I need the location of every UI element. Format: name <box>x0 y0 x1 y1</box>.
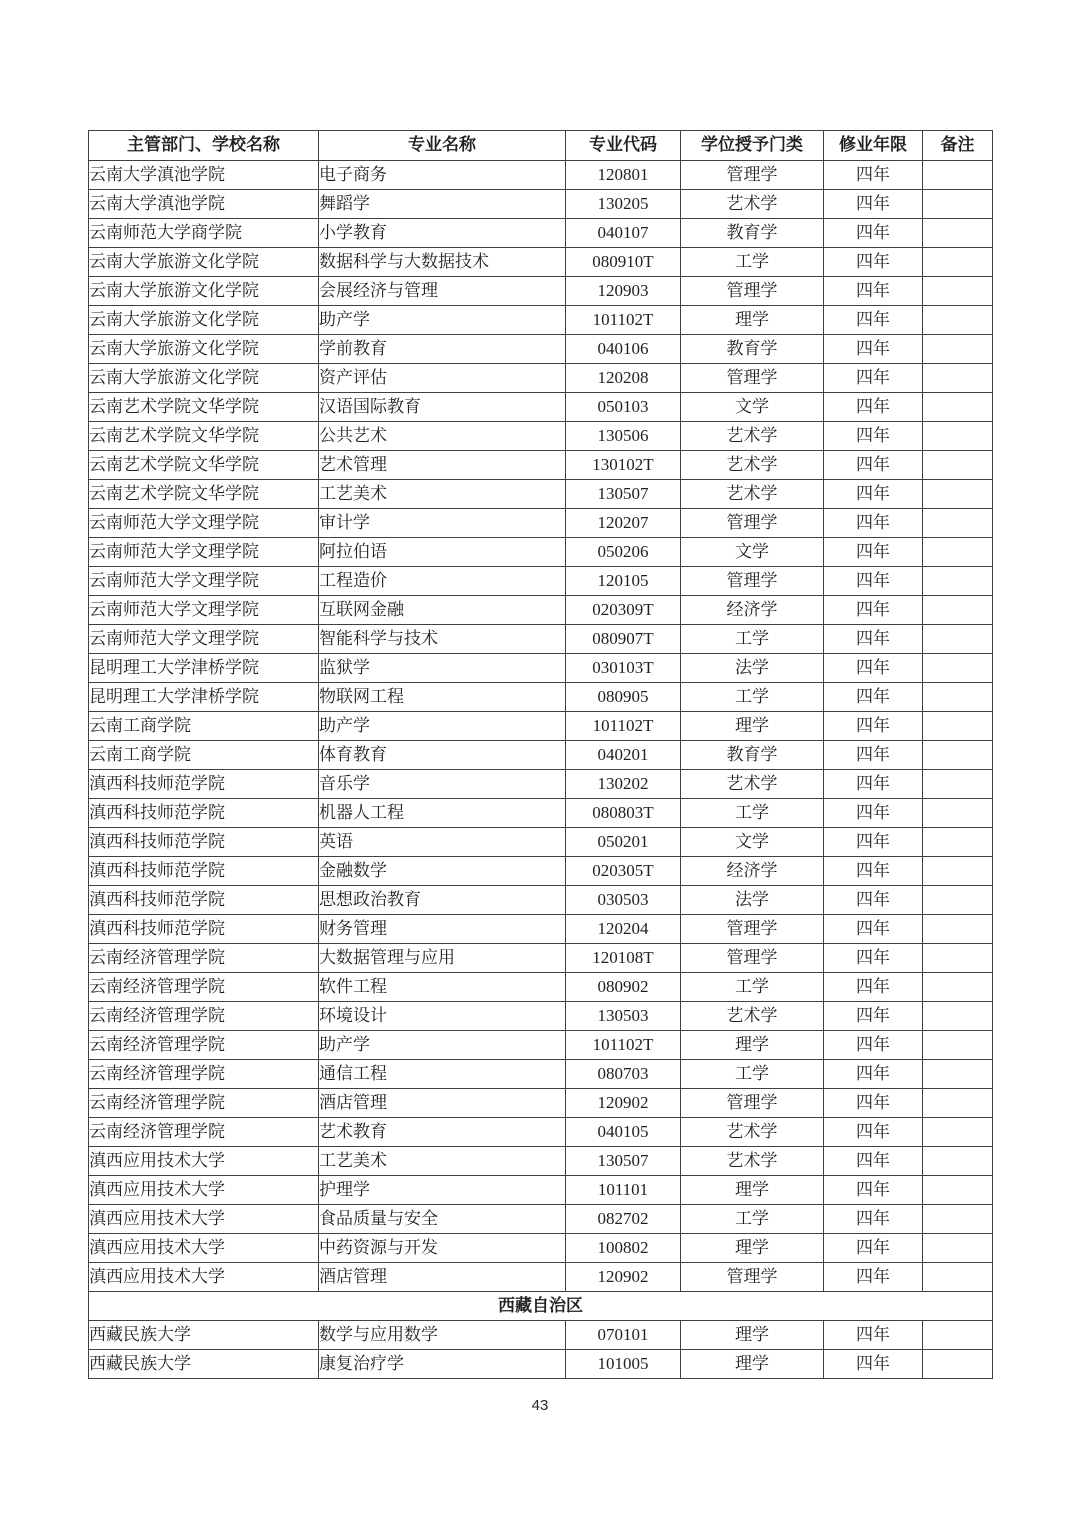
cell-major: 思想政治教育 <box>319 886 566 915</box>
table-row <box>89 306 993 335</box>
cell-major: 酒店管理 <box>319 1089 566 1118</box>
cell-code: 050201 <box>566 828 681 857</box>
cell-code: 120207 <box>566 509 681 538</box>
cell-major: 电子商务 <box>319 161 566 190</box>
cell-school: 云南师范大学文理学院 <box>89 567 319 596</box>
cell-category: 管理学 <box>681 567 824 596</box>
column-header-code: 专业代码 <box>566 131 681 161</box>
cell-school: 云南工商学院 <box>89 712 319 741</box>
cell-years: 四年 <box>824 1234 923 1263</box>
cell-category: 工学 <box>681 1205 824 1234</box>
cell-school: 滇西应用技术大学 <box>89 1205 319 1234</box>
table-row <box>89 190 993 219</box>
cell-major: 酒店管理 <box>319 1263 566 1292</box>
cell-note <box>923 161 993 190</box>
cell-category: 文学 <box>681 393 824 422</box>
cell-code: 120208 <box>566 364 681 393</box>
cell-code: 101101 <box>566 1176 681 1205</box>
cell-code: 120108T <box>566 944 681 973</box>
cell-major: 英语 <box>319 828 566 857</box>
cell-major: 大数据管理与应用 <box>319 944 566 973</box>
table-row <box>89 422 993 451</box>
cell-code: 120902 <box>566 1263 681 1292</box>
cell-code: 120204 <box>566 915 681 944</box>
cell-code: 030103T <box>566 654 681 683</box>
cell-note <box>923 480 993 509</box>
cell-school: 云南艺术学院文华学院 <box>89 480 319 509</box>
cell-category: 管理学 <box>681 277 824 306</box>
cell-school: 云南经济管理学院 <box>89 1089 319 1118</box>
cell-school: 云南经济管理学院 <box>89 1002 319 1031</box>
column-header-years: 修业年限 <box>824 131 923 161</box>
table-row <box>89 1060 993 1089</box>
cell-note <box>923 190 993 219</box>
cell-category: 理学 <box>681 1176 824 1205</box>
cell-category: 工学 <box>681 625 824 654</box>
table-row <box>89 1147 993 1176</box>
column-header-school: 主管部门、学校名称 <box>89 131 319 161</box>
cell-category: 理学 <box>681 1321 824 1350</box>
cell-code: 080905 <box>566 683 681 712</box>
cell-years: 四年 <box>824 1176 923 1205</box>
cell-years: 四年 <box>824 248 923 277</box>
cell-years: 四年 <box>824 625 923 654</box>
column-header-category: 学位授予门类 <box>681 131 824 161</box>
cell-years: 四年 <box>824 1263 923 1292</box>
cell-major: 审计学 <box>319 509 566 538</box>
table-row <box>89 1321 993 1350</box>
cell-school: 云南师范大学文理学院 <box>89 509 319 538</box>
cell-years: 四年 <box>824 538 923 567</box>
cell-code: 040201 <box>566 741 681 770</box>
cell-years: 四年 <box>824 393 923 422</box>
cell-note <box>923 596 993 625</box>
cell-code: 101102T <box>566 712 681 741</box>
cell-major: 财务管理 <box>319 915 566 944</box>
cell-major: 小学教育 <box>319 219 566 248</box>
cell-note <box>923 364 993 393</box>
cell-category: 法学 <box>681 886 824 915</box>
table-row <box>89 480 993 509</box>
cell-note <box>923 1060 993 1089</box>
cell-years: 四年 <box>824 190 923 219</box>
cell-years: 四年 <box>824 1205 923 1234</box>
cell-note <box>923 248 993 277</box>
cell-school: 西藏民族大学 <box>89 1321 319 1350</box>
cell-code: 130507 <box>566 480 681 509</box>
cell-note <box>923 422 993 451</box>
cell-school: 云南师范大学文理学院 <box>89 596 319 625</box>
cell-school: 云南艺术学院文华学院 <box>89 451 319 480</box>
cell-code: 130202 <box>566 770 681 799</box>
cell-years: 四年 <box>824 1031 923 1060</box>
cell-category: 艺术学 <box>681 422 824 451</box>
cell-category: 艺术学 <box>681 1118 824 1147</box>
table-row <box>89 973 993 1002</box>
cell-school: 滇西应用技术大学 <box>89 1147 319 1176</box>
cell-code: 101005 <box>566 1350 681 1379</box>
cell-category: 管理学 <box>681 1263 824 1292</box>
cell-school: 云南经济管理学院 <box>89 1060 319 1089</box>
cell-note <box>923 654 993 683</box>
cell-code: 040106 <box>566 335 681 364</box>
cell-years: 四年 <box>824 712 923 741</box>
cell-major: 汉语国际教育 <box>319 393 566 422</box>
cell-years: 四年 <box>824 596 923 625</box>
table-row <box>89 1118 993 1147</box>
table-row <box>89 1234 993 1263</box>
cell-code: 020309T <box>566 596 681 625</box>
cell-code: 050103 <box>566 393 681 422</box>
cell-school: 昆明理工大学津桥学院 <box>89 683 319 712</box>
cell-category: 艺术学 <box>681 1002 824 1031</box>
table-row <box>89 741 993 770</box>
cell-category: 艺术学 <box>681 770 824 799</box>
cell-code: 070101 <box>566 1321 681 1350</box>
cell-major: 软件工程 <box>319 973 566 1002</box>
column-header-major: 专业名称 <box>319 131 566 161</box>
cell-category: 理学 <box>681 712 824 741</box>
cell-school: 滇西应用技术大学 <box>89 1263 319 1292</box>
cell-school: 滇西科技师范学院 <box>89 915 319 944</box>
table-row <box>89 1031 993 1060</box>
cell-school: 昆明理工大学津桥学院 <box>89 654 319 683</box>
cell-major: 舞蹈学 <box>319 190 566 219</box>
table-row <box>89 944 993 973</box>
table-body <box>89 161 993 1379</box>
cell-note <box>923 828 993 857</box>
cell-code: 130102T <box>566 451 681 480</box>
cell-major: 工艺美术 <box>319 480 566 509</box>
cell-school: 云南经济管理学院 <box>89 1118 319 1147</box>
cell-major: 互联网金融 <box>319 596 566 625</box>
cell-note <box>923 1350 993 1379</box>
cell-years: 四年 <box>824 277 923 306</box>
cell-school: 滇西科技师范学院 <box>89 770 319 799</box>
cell-school: 云南艺术学院文华学院 <box>89 393 319 422</box>
cell-note <box>923 973 993 1002</box>
cell-code: 130507 <box>566 1147 681 1176</box>
cell-category: 工学 <box>681 799 824 828</box>
cell-school: 云南大学滇池学院 <box>89 190 319 219</box>
cell-major: 学前教育 <box>319 335 566 364</box>
cell-category: 法学 <box>681 654 824 683</box>
table-row <box>89 161 993 190</box>
cell-note <box>923 886 993 915</box>
cell-school: 云南经济管理学院 <box>89 944 319 973</box>
cell-note <box>923 1234 993 1263</box>
cell-note <box>923 306 993 335</box>
cell-code: 130506 <box>566 422 681 451</box>
cell-note <box>923 1263 993 1292</box>
cell-years: 四年 <box>824 1321 923 1350</box>
table-row <box>89 1350 993 1379</box>
cell-note <box>923 683 993 712</box>
cell-code: 100802 <box>566 1234 681 1263</box>
cell-category: 管理学 <box>681 944 824 973</box>
cell-major: 智能科学与技术 <box>319 625 566 654</box>
cell-school: 西藏民族大学 <box>89 1350 319 1379</box>
cell-major: 环境设计 <box>319 1002 566 1031</box>
cell-school: 云南大学旅游文化学院 <box>89 248 319 277</box>
cell-years: 四年 <box>824 944 923 973</box>
cell-major: 助产学 <box>319 1031 566 1060</box>
cell-note <box>923 538 993 567</box>
cell-major: 工艺美术 <box>319 1147 566 1176</box>
cell-note <box>923 1147 993 1176</box>
cell-years: 四年 <box>824 741 923 770</box>
table-row <box>89 1002 993 1031</box>
cell-note <box>923 741 993 770</box>
section-row <box>89 1292 993 1321</box>
cell-years: 四年 <box>824 683 923 712</box>
cell-code: 120902 <box>566 1089 681 1118</box>
cell-category: 工学 <box>681 248 824 277</box>
cell-school: 滇西科技师范学院 <box>89 828 319 857</box>
cell-major: 助产学 <box>319 712 566 741</box>
cell-major: 数学与应用数学 <box>319 1321 566 1350</box>
table-row <box>89 886 993 915</box>
table-row <box>89 1263 993 1292</box>
table-row <box>89 277 993 306</box>
cell-category: 艺术学 <box>681 1147 824 1176</box>
cell-years: 四年 <box>824 1060 923 1089</box>
cell-category: 理学 <box>681 1031 824 1060</box>
table-row <box>89 828 993 857</box>
cell-years: 四年 <box>824 306 923 335</box>
table-row <box>89 625 993 654</box>
cell-note <box>923 393 993 422</box>
column-header-note: 备注 <box>923 131 993 161</box>
cell-category: 工学 <box>681 1060 824 1089</box>
cell-note <box>923 1089 993 1118</box>
cell-major: 会展经济与管理 <box>319 277 566 306</box>
cell-major: 通信工程 <box>319 1060 566 1089</box>
majors-table <box>88 130 993 1379</box>
cell-code: 101102T <box>566 306 681 335</box>
cell-category: 经济学 <box>681 857 824 886</box>
table-row <box>89 770 993 799</box>
cell-category: 管理学 <box>681 161 824 190</box>
cell-major: 艺术教育 <box>319 1118 566 1147</box>
section-title: 西藏自治区 <box>89 1292 993 1321</box>
cell-category: 理学 <box>681 1234 824 1263</box>
cell-code: 130503 <box>566 1002 681 1031</box>
cell-years: 四年 <box>824 857 923 886</box>
cell-code: 101102T <box>566 1031 681 1060</box>
table-row <box>89 915 993 944</box>
cell-major: 物联网工程 <box>319 683 566 712</box>
cell-major: 资产评估 <box>319 364 566 393</box>
cell-years: 四年 <box>824 451 923 480</box>
cell-code: 120105 <box>566 567 681 596</box>
cell-note <box>923 1118 993 1147</box>
cell-years: 四年 <box>824 828 923 857</box>
cell-years: 四年 <box>824 1089 923 1118</box>
table-row <box>89 799 993 828</box>
cell-code: 080803T <box>566 799 681 828</box>
cell-major: 护理学 <box>319 1176 566 1205</box>
cell-code: 130205 <box>566 190 681 219</box>
cell-school: 云南经济管理学院 <box>89 973 319 1002</box>
cell-major: 工程造价 <box>319 567 566 596</box>
table-row <box>89 393 993 422</box>
cell-school: 滇西科技师范学院 <box>89 857 319 886</box>
cell-code: 080902 <box>566 973 681 1002</box>
cell-school: 云南工商学院 <box>89 741 319 770</box>
cell-major: 阿拉伯语 <box>319 538 566 567</box>
cell-category: 经济学 <box>681 596 824 625</box>
table-row <box>89 364 993 393</box>
cell-code: 030503 <box>566 886 681 915</box>
cell-note <box>923 1205 993 1234</box>
cell-major: 监狱学 <box>319 654 566 683</box>
cell-category: 艺术学 <box>681 480 824 509</box>
cell-major: 助产学 <box>319 306 566 335</box>
cell-code: 080907T <box>566 625 681 654</box>
cell-code: 020305T <box>566 857 681 886</box>
cell-major: 艺术管理 <box>319 451 566 480</box>
cell-code: 040105 <box>566 1118 681 1147</box>
cell-note <box>923 509 993 538</box>
cell-school: 云南大学旅游文化学院 <box>89 306 319 335</box>
cell-category: 管理学 <box>681 509 824 538</box>
cell-note <box>923 277 993 306</box>
cell-school: 云南大学旅游文化学院 <box>89 277 319 306</box>
cell-code: 082702 <box>566 1205 681 1234</box>
cell-years: 四年 <box>824 973 923 1002</box>
cell-category: 教育学 <box>681 219 824 248</box>
table-row <box>89 538 993 567</box>
cell-category: 文学 <box>681 538 824 567</box>
cell-note <box>923 857 993 886</box>
cell-years: 四年 <box>824 219 923 248</box>
cell-years: 四年 <box>824 422 923 451</box>
cell-category: 艺术学 <box>681 451 824 480</box>
cell-school: 滇西科技师范学院 <box>89 886 319 915</box>
cell-school: 滇西应用技术大学 <box>89 1234 319 1263</box>
cell-school: 云南大学旅游文化学院 <box>89 364 319 393</box>
cell-category: 工学 <box>681 683 824 712</box>
cell-school: 云南经济管理学院 <box>89 1031 319 1060</box>
table-row <box>89 683 993 712</box>
cell-major: 食品质量与安全 <box>319 1205 566 1234</box>
cell-major: 金融数学 <box>319 857 566 886</box>
cell-school: 云南艺术学院文华学院 <box>89 422 319 451</box>
cell-school: 云南大学滇池学院 <box>89 161 319 190</box>
cell-category: 理学 <box>681 1350 824 1379</box>
cell-years: 四年 <box>824 654 923 683</box>
cell-code: 120903 <box>566 277 681 306</box>
cell-category: 工学 <box>681 973 824 1002</box>
cell-note <box>923 335 993 364</box>
cell-category: 文学 <box>681 828 824 857</box>
cell-years: 四年 <box>824 915 923 944</box>
cell-years: 四年 <box>824 161 923 190</box>
cell-major: 机器人工程 <box>319 799 566 828</box>
cell-major: 公共艺术 <box>319 422 566 451</box>
cell-code: 080703 <box>566 1060 681 1089</box>
cell-note <box>923 1002 993 1031</box>
cell-note <box>923 625 993 654</box>
cell-school: 云南大学旅游文化学院 <box>89 335 319 364</box>
cell-school: 云南师范大学文理学院 <box>89 625 319 654</box>
cell-note <box>923 1031 993 1060</box>
cell-major: 体育教育 <box>319 741 566 770</box>
cell-years: 四年 <box>824 364 923 393</box>
cell-note <box>923 1176 993 1205</box>
cell-code: 050206 <box>566 538 681 567</box>
table-row <box>89 567 993 596</box>
cell-category: 教育学 <box>681 335 824 364</box>
table-row <box>89 1205 993 1234</box>
cell-category: 管理学 <box>681 1089 824 1118</box>
table-row <box>89 248 993 277</box>
table-row <box>89 654 993 683</box>
cell-years: 四年 <box>824 567 923 596</box>
cell-note <box>923 451 993 480</box>
cell-major: 音乐学 <box>319 770 566 799</box>
table-row <box>89 335 993 364</box>
table-row <box>89 1176 993 1205</box>
table-row <box>89 219 993 248</box>
table-row <box>89 1089 993 1118</box>
cell-category: 管理学 <box>681 364 824 393</box>
cell-years: 四年 <box>824 1147 923 1176</box>
cell-school: 滇西应用技术大学 <box>89 1176 319 1205</box>
table-row <box>89 451 993 480</box>
page-number: 43 <box>531 1397 549 1414</box>
table-row <box>89 712 993 741</box>
cell-years: 四年 <box>824 480 923 509</box>
cell-note <box>923 799 993 828</box>
cell-years: 四年 <box>824 799 923 828</box>
cell-school: 滇西科技师范学院 <box>89 799 319 828</box>
cell-note <box>923 770 993 799</box>
cell-years: 四年 <box>824 509 923 538</box>
cell-years: 四年 <box>824 886 923 915</box>
cell-note <box>923 567 993 596</box>
cell-code: 120801 <box>566 161 681 190</box>
cell-years: 四年 <box>824 335 923 364</box>
cell-note <box>923 944 993 973</box>
table-row <box>89 509 993 538</box>
cell-category: 教育学 <box>681 741 824 770</box>
header-row <box>89 131 993 161</box>
cell-school: 云南师范大学文理学院 <box>89 538 319 567</box>
cell-major: 中药资源与开发 <box>319 1234 566 1263</box>
cell-code: 080910T <box>566 248 681 277</box>
cell-note <box>923 219 993 248</box>
cell-code: 040107 <box>566 219 681 248</box>
cell-category: 艺术学 <box>681 190 824 219</box>
cell-category: 理学 <box>681 306 824 335</box>
cell-major: 数据科学与大数据技术 <box>319 248 566 277</box>
cell-school: 云南师范大学商学院 <box>89 219 319 248</box>
cell-major: 康复治疗学 <box>319 1350 566 1379</box>
cell-years: 四年 <box>824 1002 923 1031</box>
cell-years: 四年 <box>824 1118 923 1147</box>
cell-years: 四年 <box>824 770 923 799</box>
cell-category: 管理学 <box>681 915 824 944</box>
cell-note <box>923 915 993 944</box>
table-row <box>89 596 993 625</box>
cell-note <box>923 1321 993 1350</box>
cell-note <box>923 712 993 741</box>
cell-years: 四年 <box>824 1350 923 1379</box>
table-row <box>89 857 993 886</box>
